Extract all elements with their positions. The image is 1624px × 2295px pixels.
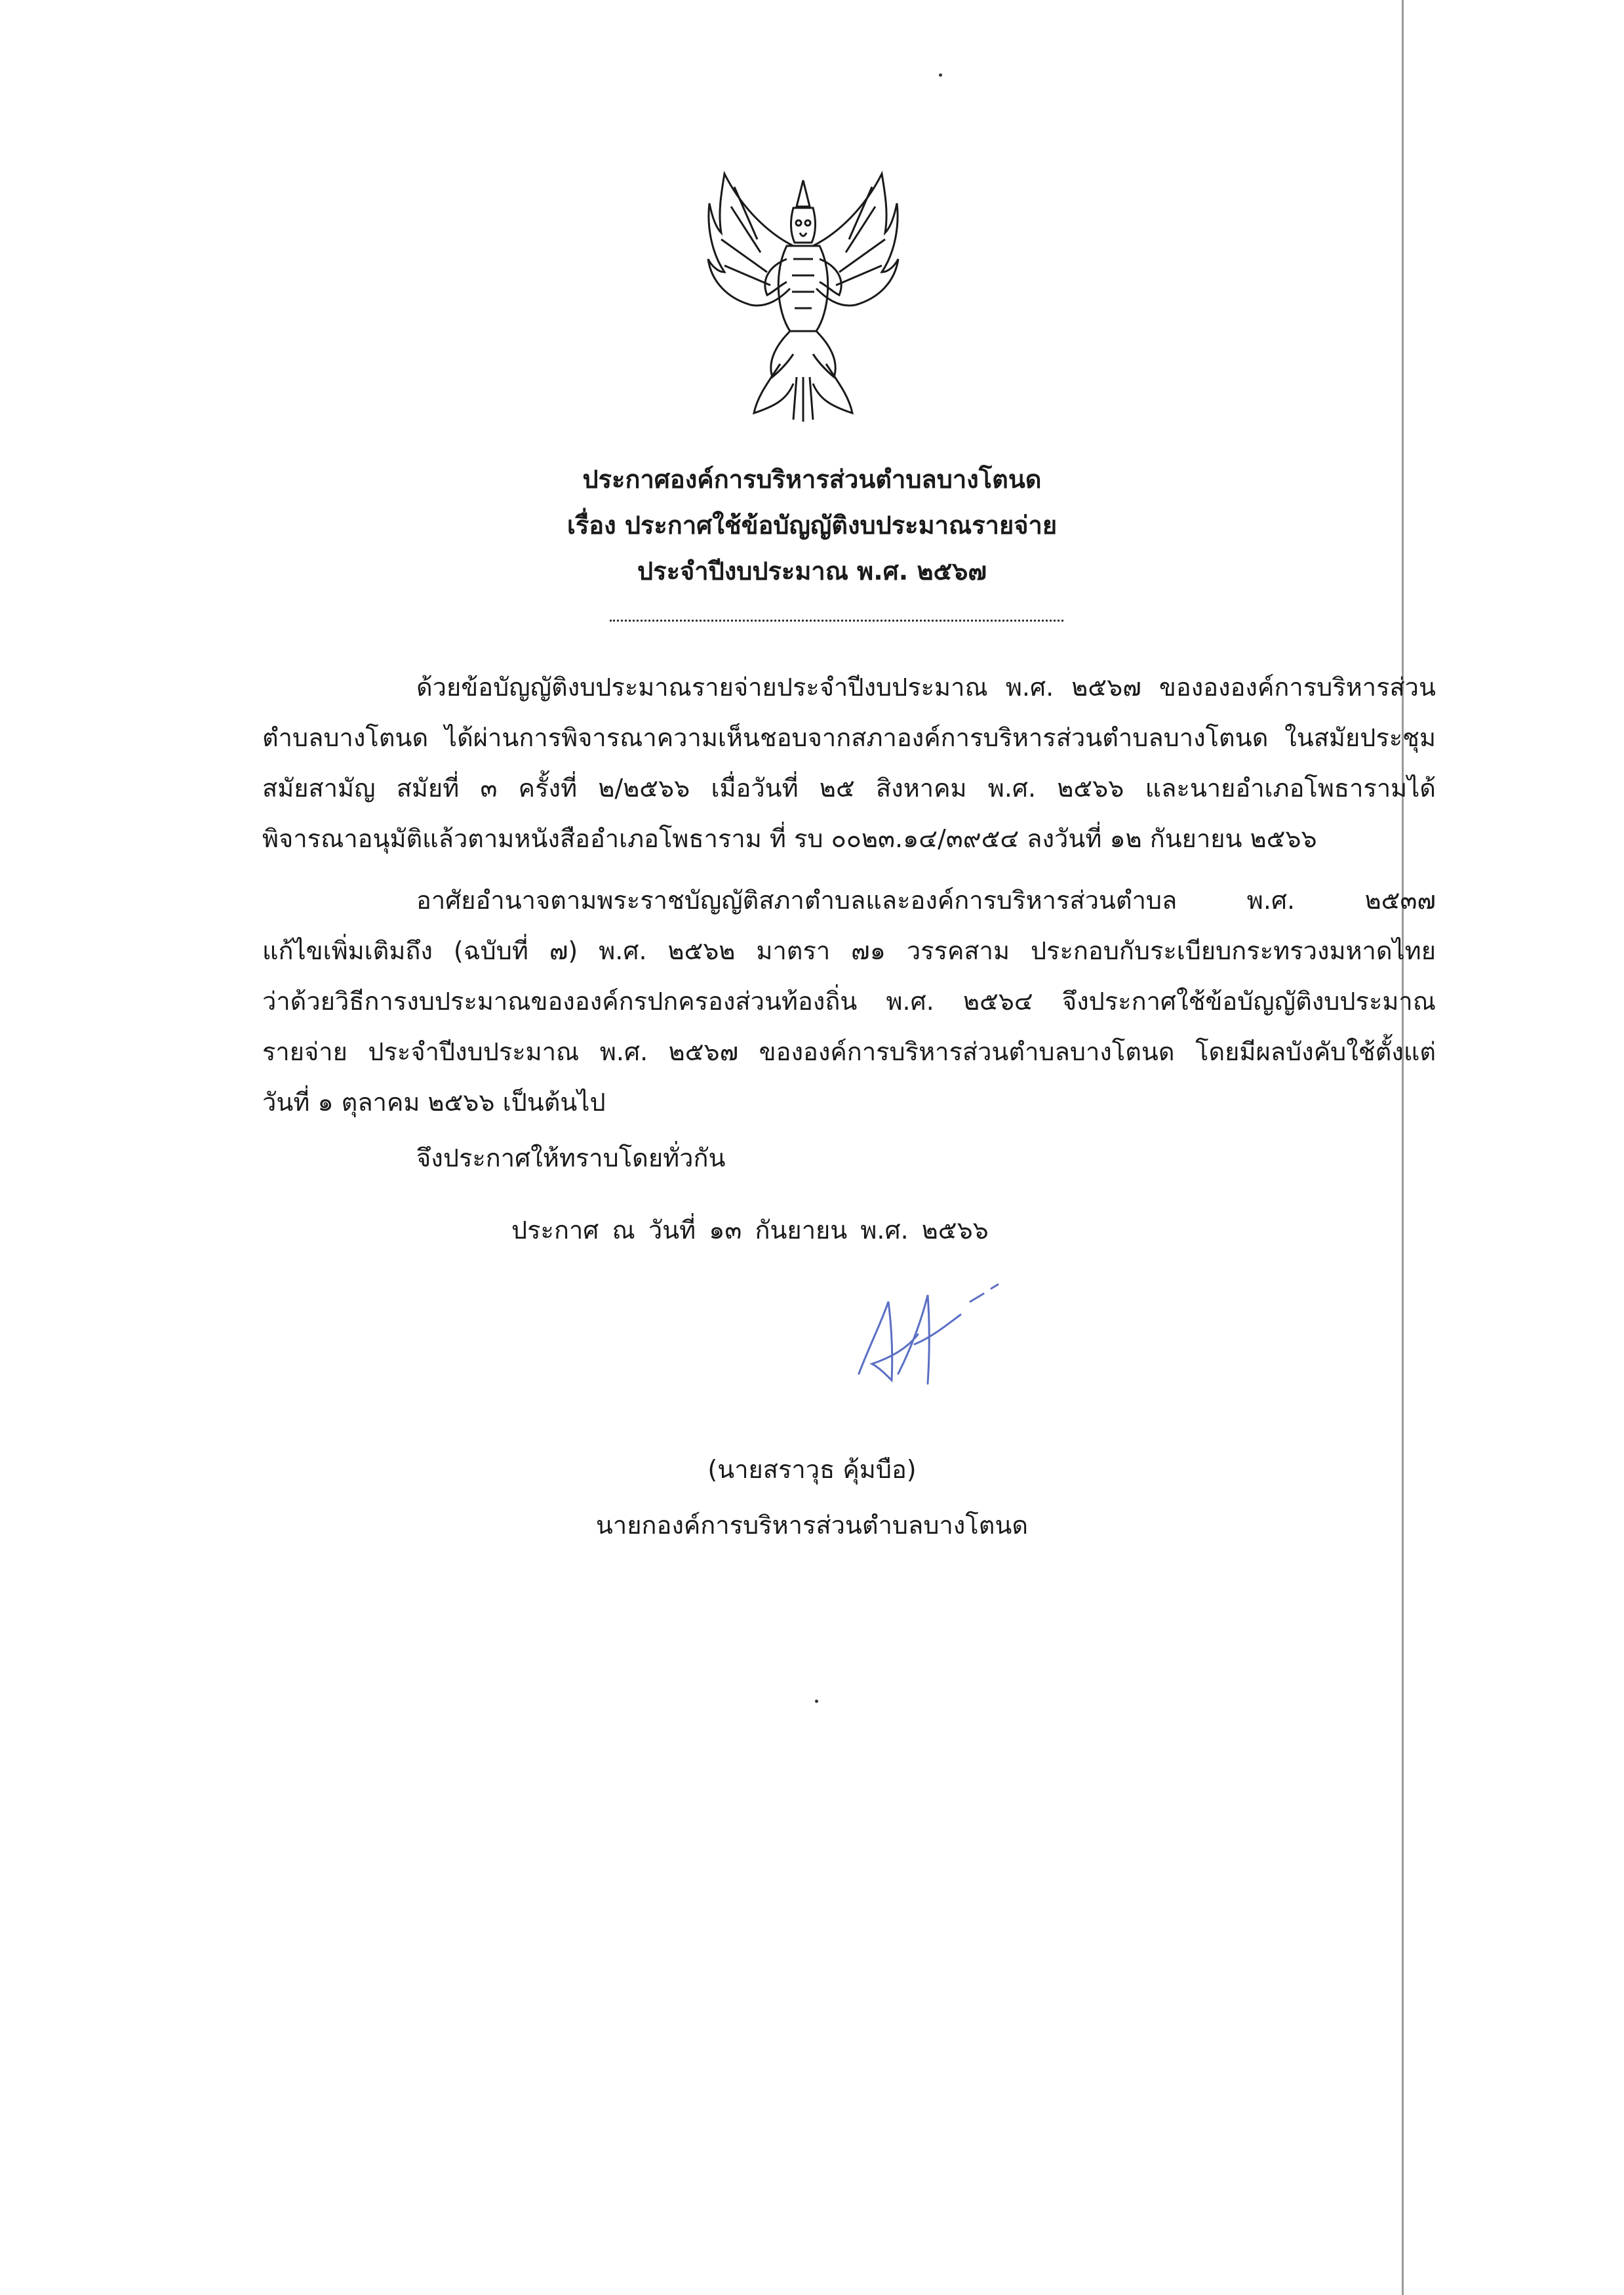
paragraph-line: อาศัยอำนาจตามพระราชบัญญัติสภาตำบลและองค์การบริหารส่วนตำบล พ.ศ. ๒๕๓๗ — [416, 886, 1436, 915]
closing-statement: จึงประกาศให้ทราบโดยทั่วกัน — [416, 1144, 726, 1172]
paragraph-line: ว่าด้วยวิธีการงบประมาณขององค์กรปกครองส่วนท้องถิ่น พ.ศ. ๒๕๖๔ จึงประกาศใช้ข้อบัญญัติงบประมาณ — [262, 987, 1436, 1016]
body-paragraph-2 — [262, 875, 1436, 1128]
title-separator — [610, 620, 1063, 622]
paragraph-line: รายจ่าย ประจำปีงบประมาณ พ.ศ. ๒๕๖๗ ขององค์การบริหารส่วนตำบลบางโตนด โดยมีผลบังคับใช้ตั้งแต่ — [262, 1037, 1436, 1066]
paragraph-line: สมัยสามัญ สมัยที่ ๓ ครั้งที่ ๒/๒๕๖๖ เมื่อวันที่ ๒๕ สิงหาคม พ.ศ. ๒๕๖๖ และนายอำเภอโพธารามได้ — [262, 774, 1436, 803]
signatory-position: นายกองค์การบริหารส่วนตำบลบางโตนด — [595, 1511, 1029, 1540]
garuda-emblem — [695, 167, 911, 423]
handwritten-signature — [852, 1275, 1010, 1407]
paragraph-line: แก้ไขเพิ่มเติมถึง (ฉบับที่ ๗) พ.ศ. ๒๕๖๒ มาตรา ๗๑ วรรคสาม ประกอบกับระเบียบกระทรวงมหาดไทย — [262, 936, 1436, 965]
announcement-date: ประกาศ ณ วันที่ ๑๓ กันยายน พ.ศ. ๒๕๖๖ — [511, 1216, 989, 1245]
paragraph-line: ตำบลบางโตนด ได้ผ่านการพิจารณาความเห็นชอบจากสภาองค์การบริหารส่วนตำบลบางโตนด ในสมัยประชุม — [262, 723, 1436, 752]
title-line-1: ประกาศองค์การบริหารส่วนตำบลบางโตนด — [582, 465, 1042, 494]
signatory-name: (นายสราวุธ คุ้มบือ) — [707, 1455, 917, 1484]
body-paragraph-1 — [262, 662, 1436, 864]
page-edge-line — [1402, 0, 1404, 2295]
paragraph-line: วันที่ ๑ ตุลาคม ๒๕๖๖ เป็นต้นไป — [262, 1088, 606, 1117]
title-line-3: ประจำปีงบประมาณ พ.ศ. ๒๕๖๗ — [637, 557, 987, 586]
scan-speck — [939, 73, 942, 77]
paragraph-line: พิจารณาอนุมัติแล้วตามหนังสืออำเภอโพธาราม ที่ รบ ๐๐๒๓.๑๔/๓๙๕๔ ลงวันที่ ๑๒ กันยายน ๒๕๖๖ — [262, 824, 1317, 853]
title-line-2: เรื่อง ประกาศใช้ข้อบัญญัติงบประมาณรายจ่าย — [566, 511, 1058, 540]
scan-speck — [815, 1700, 818, 1703]
paragraph-line: ด้วยข้อบัญญัติงบประมาณรายจ่ายประจำปีงบประมาณ พ.ศ. ๒๕๖๗ ของององค์การบริหารส่วน — [416, 673, 1436, 702]
